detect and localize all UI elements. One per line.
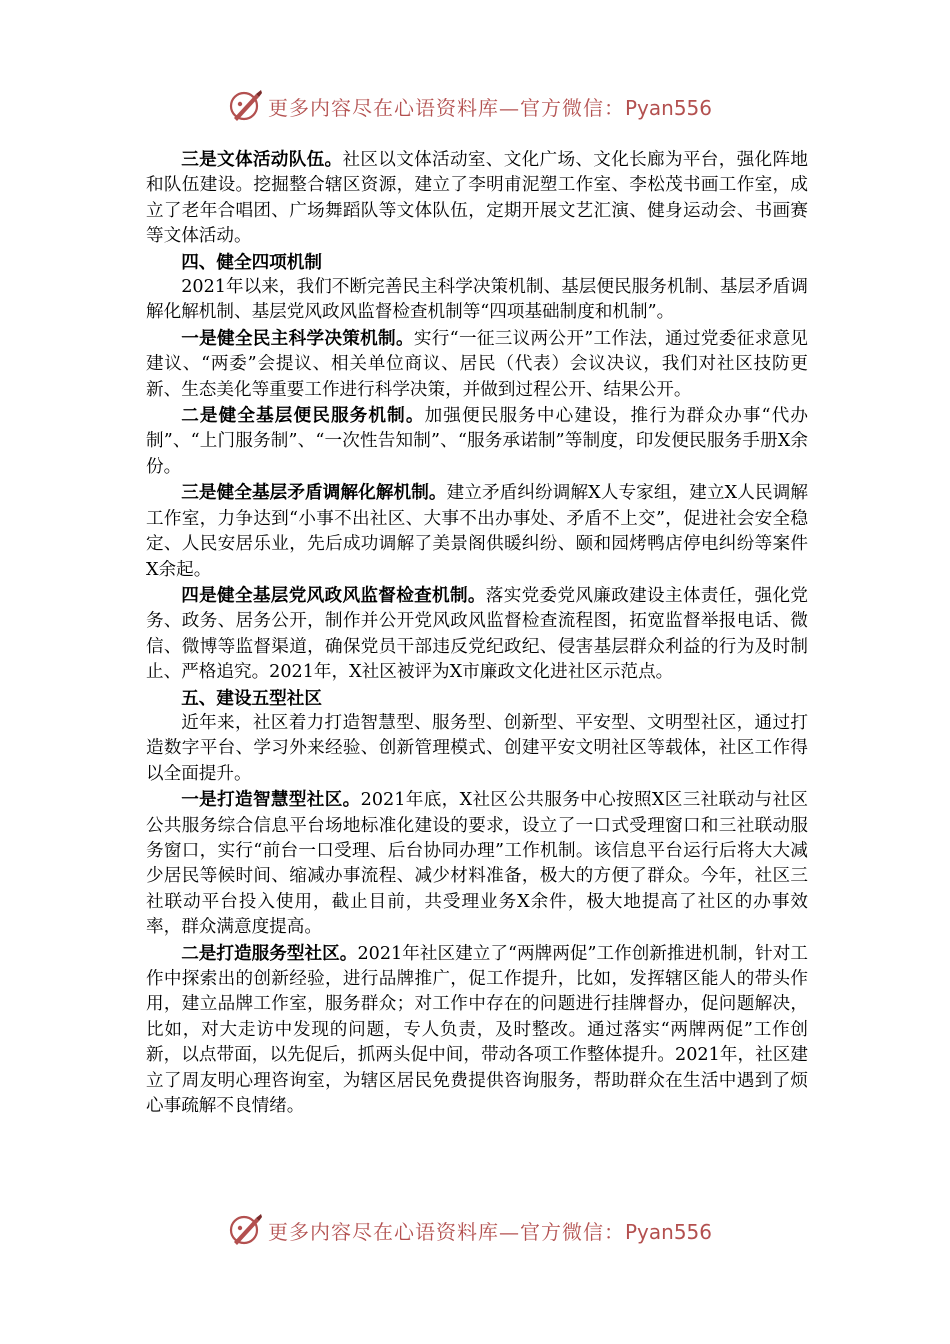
watermark-banner-bottom [228,1210,748,1250]
paragraph-body: 建立矛盾纠纷调解X人专家组，建立X人民调解工作室，力争达到“小事不出社区、大事不出办事处、矛盾不上交”，促进社会安全稳定、人民安居乐业，先后成功调解了美景阁供暖纠纷、颐和园烤鸭店停电纠纷等案件X余起。 [146,483,808,580]
paragraph-lead: 二是健全基层便民服务机制。 [181,405,425,427]
paragraph [146,711,808,787]
paragraph-body: 近年来，社区着力打造智慧型、服务型、创新型、平安型、文明型社区，通过打造数字平台、学习外来经验、创新管理模式、创建平安文明社区等载体，社区工作得以全面提升。 [146,712,808,784]
paragraph-body: 2021年社区建立了“两牌两促”工作创新推进机制，针对工作中探索出的创新经验，进行品牌推广，促工作提升，比如，发挥辖区能人的带头作用，建立品牌工作室，服务群众；对工作中存在的问题进行挂牌督办，促问题解决，比如，对大走访中发现的问题，专人负责，及时整改。通过落实“两牌两促”工作创新，以点带面，以先促后，抓两头促中间，带动各项工作整体提升。2021年，社区建立了周友明心理咨询室，为辖区居民免费提供咨询服务，帮助群众在生活中遇到了烦心事疏解不良情绪。 [146,943,808,1117]
document-body [146,147,808,1119]
paragraph-body: 加强便民服务中心建设，推行为群众办事“代办制”、“上门服务制”、“一次性告知制”、“服务承诺制”等制度，印发便民服务手册X余份。 [146,406,808,477]
paragraph [146,403,808,480]
paragraph [146,941,808,1120]
paragraph-lead: 一是健全民主科学决策机制。 [181,327,414,349]
paragraph-lead: 一是打造智慧型社区。 [181,789,361,811]
paragraph-body: 实行“一征三议两公开”工作法，通过党委征求意见建议、“两委”会提议、相关单位商议、居民（代表）会议决议，我们对社区技防更新、生态美化等重要工作进行科学决策，并做到过程公开、结果公开。 [146,328,808,400]
paragraph-body: 落实党委党风廉政建设主体责任，强化党务、政务、居务公开，制作并公开党风政风监督检查流程图，拓宽监督举报电话、微信、微博等监督渠道，确保党员干部违反党纪政纪、侵害基层群众利益的行为及时制止、严格追究。2021年，X社区被评为X市廉政文化进社区示范点。 [146,585,808,683]
section-heading: 四、健全四项机制 [181,251,322,273]
paragraph-body: 社区以文体活动室、文化广场、文化长廊为平台，强化阵地和队伍建设。挖掘整合辖区资源，建立了李明甫泥塑工作室、李松茂书画工作室，成立了老年合唱团、广场舞蹈队等文体队伍，定期开展文艺汇演、健身运动会、书画赛等文体活动。 [146,150,808,247]
paragraph [146,275,808,326]
paragraph-lead: 二是打造服务型社区。 [181,942,358,964]
paragraph-body: 2021年底，X社区公共服务中心按照X区三社联动与社区公共服务综合信息平台场地标准化建设的要求，设立了一口式受理窗口和三社联动服务窗口，实行“前台一口受理、后台协同办理”工作机制。该信息平台运行后将大大减少居民等候时间、缩减办事流程、减少材料准备，极大的方便了群众。今年，社区三社联动平台投入使用，截止目前，共受理业务X余件，极大地提高了社区的办事效率，群众满意度提高。 [146,790,808,938]
paragraph [146,583,808,686]
paragraph [146,326,808,403]
paragraph-lead: 四是健全基层党风政风监督检查机制。 [181,584,486,606]
paragraph-body: 2021年以来，我们不断完善民主科学决策机制、基层便民服务机制、基层矛盾调解化解机制、基层党风政风监督检查机制等“四项基础制度和机制”。 [146,277,808,323]
banner-text: 更多内容尽在心语资料库—官方微信：Pyan556 [268,1219,713,1244]
brush-logo-icon [228,88,264,124]
paragraph-lead: 三是健全基层矛盾调解化解机制。 [181,482,447,504]
banner-text: 更多内容尽在心语资料库—官方微信：Pyan556 [268,95,713,120]
paragraph [146,480,808,583]
watermark-banner-top [228,86,748,126]
paragraph [146,147,808,250]
wechat-id: Pyan556 [625,95,713,120]
paragraph [146,787,808,940]
brush-logo-icon [228,1212,264,1248]
paragraph-lead: 三是文体活动队伍。 [181,149,343,170]
section-heading: 五、建设五型社区 [181,687,322,709]
wechat-id: Pyan556 [625,1219,713,1244]
